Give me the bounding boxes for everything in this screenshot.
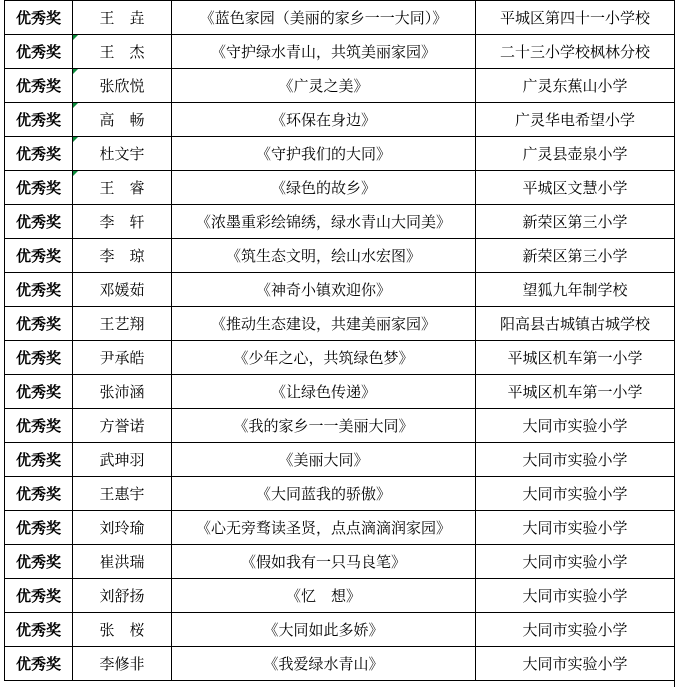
table-row xyxy=(5,239,675,273)
work-title-cell[interactable]: 《我的家乡一一美丽大同》 xyxy=(172,409,476,443)
work-title-cell[interactable]: 《守护绿水青山，共筑美丽家园》 xyxy=(172,35,476,69)
table-row xyxy=(5,103,675,137)
award-cell[interactable]: 优秀奖 xyxy=(5,375,73,409)
award-cell[interactable]: 优秀奖 xyxy=(5,579,73,613)
awards-table xyxy=(4,0,675,681)
work-title-cell[interactable]: 《广灵之美》 xyxy=(172,69,476,103)
school-cell[interactable]: 平城区第四十一小学校 xyxy=(476,1,675,35)
school-cell[interactable]: 大同市实验小学 xyxy=(476,613,675,647)
name-cell[interactable]: 王惠宇 xyxy=(73,477,172,511)
table-row xyxy=(5,511,675,545)
work-title-cell[interactable]: 《绿色的故乡》 xyxy=(172,171,476,205)
name-cell[interactable]: 邓媛茹 xyxy=(73,273,172,307)
award-cell[interactable]: 优秀奖 xyxy=(5,273,73,307)
award-cell[interactable]: 优秀奖 xyxy=(5,511,73,545)
name-cell[interactable]: 张欣悦 xyxy=(73,69,172,103)
work-title-cell[interactable]: 《美丽大同》 xyxy=(172,443,476,477)
school-cell[interactable]: 新荣区第三小学 xyxy=(476,239,675,273)
award-cell[interactable]: 优秀奖 xyxy=(5,443,73,477)
name-cell[interactable]: 王 杰 xyxy=(73,35,172,69)
name-cell[interactable]: 崔洪瑞 xyxy=(73,545,172,579)
work-title-cell[interactable]: 《环保在身边》 xyxy=(172,103,476,137)
name-cell[interactable]: 王 睿 xyxy=(73,171,172,205)
work-title-cell[interactable]: 《忆 想》 xyxy=(172,579,476,613)
work-title-cell[interactable]: 《心无旁骛读圣贤，点点滴滴润家园》 xyxy=(172,511,476,545)
award-cell[interactable]: 优秀奖 xyxy=(5,477,73,511)
table-row xyxy=(5,1,675,35)
school-cell[interactable]: 平城区文慧小学 xyxy=(476,171,675,205)
work-title-cell[interactable]: 《蓝色家园（美丽的家乡一一大同）》 xyxy=(172,1,476,35)
table-row xyxy=(5,477,675,511)
school-cell[interactable]: 新荣区第三小学 xyxy=(476,205,675,239)
name-cell[interactable]: 杜文宇 xyxy=(73,137,172,171)
school-cell[interactable]: 广灵东蕉山小学 xyxy=(476,69,675,103)
table-row xyxy=(5,35,675,69)
name-cell[interactable]: 高 畅 xyxy=(73,103,172,137)
award-cell[interactable]: 优秀奖 xyxy=(5,239,73,273)
table-row xyxy=(5,579,675,613)
school-cell[interactable]: 大同市实验小学 xyxy=(476,443,675,477)
work-title-cell[interactable]: 《我爱绿水青山》 xyxy=(172,647,476,681)
school-cell[interactable]: 平城区机车第一小学 xyxy=(476,341,675,375)
work-title-cell[interactable]: 《守护我们的大同》 xyxy=(172,137,476,171)
table-row xyxy=(5,647,675,681)
name-cell[interactable]: 方誉诺 xyxy=(73,409,172,443)
school-cell[interactable]: 大同市实验小学 xyxy=(476,647,675,681)
name-cell[interactable]: 张 桜 xyxy=(73,613,172,647)
award-cell[interactable]: 优秀奖 xyxy=(5,171,73,205)
school-cell[interactable]: 大同市实验小学 xyxy=(476,579,675,613)
name-cell[interactable]: 李 轩 xyxy=(73,205,172,239)
award-cell[interactable]: 优秀奖 xyxy=(5,545,73,579)
work-title-cell[interactable]: 《让绿色传递》 xyxy=(172,375,476,409)
table-row xyxy=(5,613,675,647)
award-cell[interactable]: 优秀奖 xyxy=(5,103,73,137)
name-cell[interactable]: 张沛涵 xyxy=(73,375,172,409)
school-cell[interactable]: 广灵华电希望小学 xyxy=(476,103,675,137)
school-cell[interactable]: 大同市实验小学 xyxy=(476,409,675,443)
school-cell[interactable]: 望狐九年制学校 xyxy=(476,273,675,307)
award-cell[interactable]: 优秀奖 xyxy=(5,647,73,681)
work-title-cell[interactable]: 《假如我有一只马良笔》 xyxy=(172,545,476,579)
name-cell[interactable]: 武珅羽 xyxy=(73,443,172,477)
award-cell[interactable]: 优秀奖 xyxy=(5,307,73,341)
school-cell[interactable]: 广灵县壶泉小学 xyxy=(476,137,675,171)
school-cell[interactable]: 平城区机车第一小学 xyxy=(476,375,675,409)
table-row xyxy=(5,205,675,239)
table-row xyxy=(5,171,675,205)
work-title-cell[interactable]: 《推动生态建设，共建美丽家园》 xyxy=(172,307,476,341)
table-row xyxy=(5,375,675,409)
award-cell[interactable]: 优秀奖 xyxy=(5,1,73,35)
award-cell[interactable]: 优秀奖 xyxy=(5,409,73,443)
name-cell[interactable]: 刘舒扬 xyxy=(73,579,172,613)
table-row xyxy=(5,341,675,375)
work-title-cell[interactable]: 《筑生态文明，绘山水宏图》 xyxy=(172,239,476,273)
work-title-cell[interactable]: 《浓墨重彩绘锦绣，绿水青山大同美》 xyxy=(172,205,476,239)
name-cell[interactable]: 李 琼 xyxy=(73,239,172,273)
table-row xyxy=(5,443,675,477)
name-cell[interactable]: 刘玲瑜 xyxy=(73,511,172,545)
name-cell[interactable]: 尹承皓 xyxy=(73,341,172,375)
table-row xyxy=(5,69,675,103)
name-cell[interactable]: 王艺翔 xyxy=(73,307,172,341)
table-row xyxy=(5,409,675,443)
work-title-cell[interactable]: 《少年之心，共筑绿色梦》 xyxy=(172,341,476,375)
work-title-cell[interactable]: 《神奇小镇欢迎你》 xyxy=(172,273,476,307)
award-cell[interactable]: 优秀奖 xyxy=(5,69,73,103)
award-cell[interactable]: 优秀奖 xyxy=(5,341,73,375)
award-cell[interactable]: 优秀奖 xyxy=(5,205,73,239)
table-row xyxy=(5,137,675,171)
table-row xyxy=(5,307,675,341)
award-cell[interactable]: 优秀奖 xyxy=(5,137,73,171)
school-cell[interactable]: 大同市实验小学 xyxy=(476,511,675,545)
table-row xyxy=(5,273,675,307)
table-row xyxy=(5,545,675,579)
school-cell[interactable]: 二十三小学校枫林分校 xyxy=(476,35,675,69)
work-title-cell[interactable]: 《大同如此多娇》 xyxy=(172,613,476,647)
name-cell[interactable]: 王 垚 xyxy=(73,1,172,35)
school-cell[interactable]: 大同市实验小学 xyxy=(476,545,675,579)
awards-table-body xyxy=(5,1,675,681)
award-cell[interactable]: 优秀奖 xyxy=(5,613,73,647)
work-title-cell[interactable]: 《大同蓝我的骄傲》 xyxy=(172,477,476,511)
school-cell[interactable]: 大同市实验小学 xyxy=(476,477,675,511)
award-cell[interactable]: 优秀奖 xyxy=(5,35,73,69)
school-cell[interactable]: 阳高县古城镇古城学校 xyxy=(476,307,675,341)
name-cell[interactable]: 李修非 xyxy=(73,647,172,681)
